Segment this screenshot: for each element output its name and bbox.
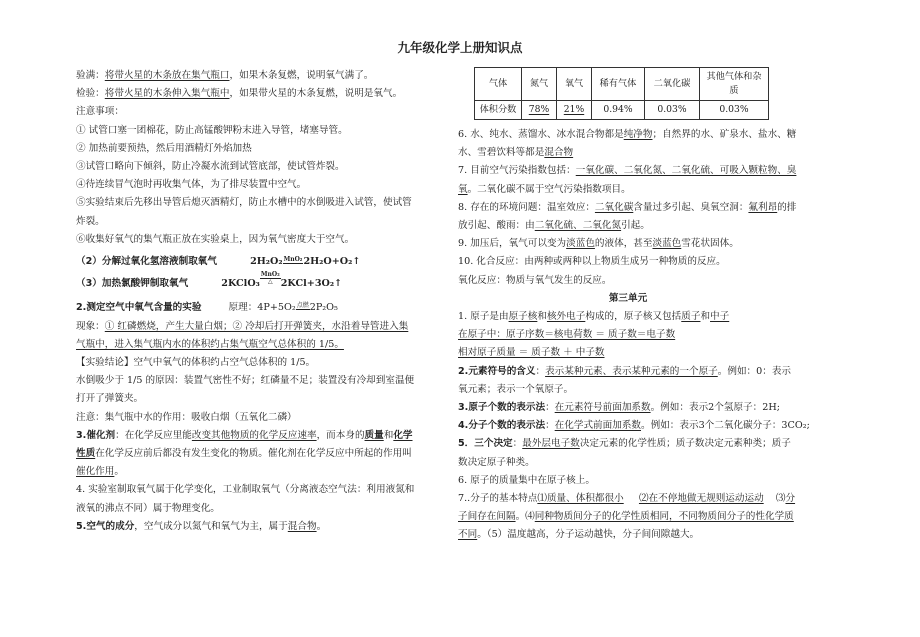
unit-3-title: 第三单元 [608,292,648,304]
notes-title: 注意事项： [76,106,124,118]
catalyst-mark: MnO₂ [283,256,303,264]
point-9: 9. 加压后，氧气可以变为淡蓝色的液体，甚至淡蓝色雪花状固体。 [458,238,739,250]
phenomenon: 现象：① 红磷燃烧，产生大量白烟；② 冷却后打开弹簧夹，水沿着导管进入集气瓶中，进入集气瓶内水的体积约占集气瓶空气总体积的 1/5。 [76,320,409,350]
section-4: 4. 实验室制取氧气属于化学变化，工业制取氧气（分离液态空气法：利用液氮和液氧的沸点不同）属于物理变化。 [76,484,415,514]
atom-count-notation: 3.原子个数的表示法：在元素符号前面加系数。例如：表示2个氢原子：2H; [458,402,780,414]
conclusion: 【实验结论】空气中氧气的体积约占空气总体积的 1/5。 [76,357,316,369]
method-h2o2: （2）分解过氧化氢溶液制取氧气 2H₂O₂ MnO₂ 2H₂O+O₂↑ [76,256,361,268]
atom-numbers: 在原子中：原子序数＝核电荷数 ＝ 质子数＝电子数 [458,329,676,341]
note-4: ④待连续冒气泡时再收集气体，为了排尽装置中空气。 [76,179,307,191]
section-3-catalyst: 3.催化剂：在化学反应里能改变其他物质的化学反应速率，而本身的质量和化学性质在化学反应前后都没有发生变化的物质。催化剂在化学反应中所起的作用叫催化作用。 [76,429,413,478]
note-2: ② 加热前要预热，然后用酒精灯外焰加热 [76,142,252,154]
kclo3-equation: 2KClO₃ MnO₂ △ 2KCl+3O₂↑ [221,271,343,290]
table-cell: 稀有气体 [592,68,645,101]
note-3: ③试管口略向下倾斜，防止冷凝水流到试管底部，使试管炸裂。 [76,161,345,173]
section-2-title: 2.测定空气中氧气含量的实验 原理：4P+5O₂ 点燃 2P₂O₅ [76,302,338,314]
table-row [475,101,769,120]
note-1: ① 试管口塞一团棉花，防止高锰酸钾粉末进入导管，堵塞导管。 [76,124,348,136]
element-symbol-meaning: 2.元素符号的含义：表示某种元素、表示某种元素的一个原子。例如：0：表示氧元素；表示一个氧原子。 [458,365,792,395]
method-kclo3: （3）加热氯酸钾制取氧气 2KClO₃ MnO₂ △ 2KCl+3O₂↑ [76,271,343,290]
note-6: ⑥收集好氧气的集气瓶正放在实验桌上，因为氧气密度大于空气。 [76,233,355,245]
ignite-mark: 点燃 [296,302,309,310]
note-5: ⑤实验结束后先移出导管后熄灭酒精灯，防止水槽中的水倒吸进入试管，使试管炸裂。 [76,197,412,227]
table-cell: 体积分数 [475,101,522,120]
table-cell: 0.03% [700,101,769,120]
table-cell: 21% [557,101,592,120]
three-determinants: 5．三个决定：最外层电子数决定元素的化学性质；质子数决定元素种类；质子数决定原子种类。 [458,438,791,468]
table-cell: 氮气 [522,68,557,101]
table-header-row [475,68,769,101]
point-6: 6. 水、纯水、蒸馏水、冰水混合物都是纯净物；自然界的水、矿泉水、盐水、糖水、雪碧饮料等都是混合物 [458,129,797,159]
page-title: 九年级化学上册知识点 [397,40,523,55]
atom-structure: 1. 原子是由原子核和核外电子构成的，原子核又包括质子和中子 [458,311,730,323]
catalyst-heat-mark: MnO₂ △ [260,271,280,286]
table-cell: 气体 [475,68,522,101]
air-composition-table [474,67,769,120]
oxygen-identify-check: 检验：将带火星的木条伸入集气瓶中，如果带火星的木条复燃，说明是氧气。 [76,88,403,100]
table-cell: 其他气体和杂质 [700,68,769,101]
section-5-air: 5.空气的成分，空气成分以氮气和氧气为主，属于混合物。 [76,520,327,532]
h2o2-equation: 2H₂O₂ MnO₂ 2H₂O+O₂↑ [250,256,361,268]
atom-mass-note: 6. 原子的质量集中在原子核上。 [458,474,595,486]
table-cell: 0.94% [592,101,645,120]
point-7: 7. 目前空气污染指数包括：一氧化碳、二氧化氮、二氧化硫、可吸入颗粒物、臭氧。二氧化碳不属于空气污染指数项目。 [458,165,797,195]
molecule-features: 7..分子的基本特点⑴质量、体积都很小 ⑵在不停地做无规则运动运动 ⑶分子间存在间隔。⑷同种物质间分子的化学性质相同，不同物质间分子的性化学质不同。（5）温度越高，分子运动越快，分子间间隙越大。 [458,493,796,541]
relative-atomic-mass: 相对原子质量 ＝ 质子数 ＋ 中子数 [458,347,605,359]
oxidation-reaction: 氧化反应：物质与氧气发生的反应。 [458,274,612,286]
table-cell: 0.03% [645,101,700,120]
attention: 注意：集气瓶中水的作用：吸收白烟（五氧化二磷） [76,411,297,423]
molecule-count-notation: 4.分子个数的表示法：在化学式前面加系数。例如：表示3个二氧化碳分子：3CO₂; [458,420,810,432]
table-cell: 78% [522,101,557,120]
table-cell: 氧气 [557,68,592,101]
table-cell: 二氧化碳 [645,68,700,101]
right-column [458,67,810,545]
point-8: 8. 存在的环境问题：温室效应：二氧化碳含量过多引起、臭氧空洞：氟利昂的排放引起、酸雨：由二氧化硫、二氧化氮引起。 [458,201,797,232]
reason: 水倒吸少于 1/5 的原因：装置气密性不好；红磷量不足；装置没有冷却到室温便打开了弹簧夹。 [76,375,415,405]
point-10: 10. 化合反应：由两种或两种以上物质生成另一种物质的反应。 [458,256,726,268]
left-column [76,67,416,536]
oxygen-full-check: 验满：将带火星的木条放在集气瓶口，如果木条复燃，说明氧气满了。 [76,70,374,81]
